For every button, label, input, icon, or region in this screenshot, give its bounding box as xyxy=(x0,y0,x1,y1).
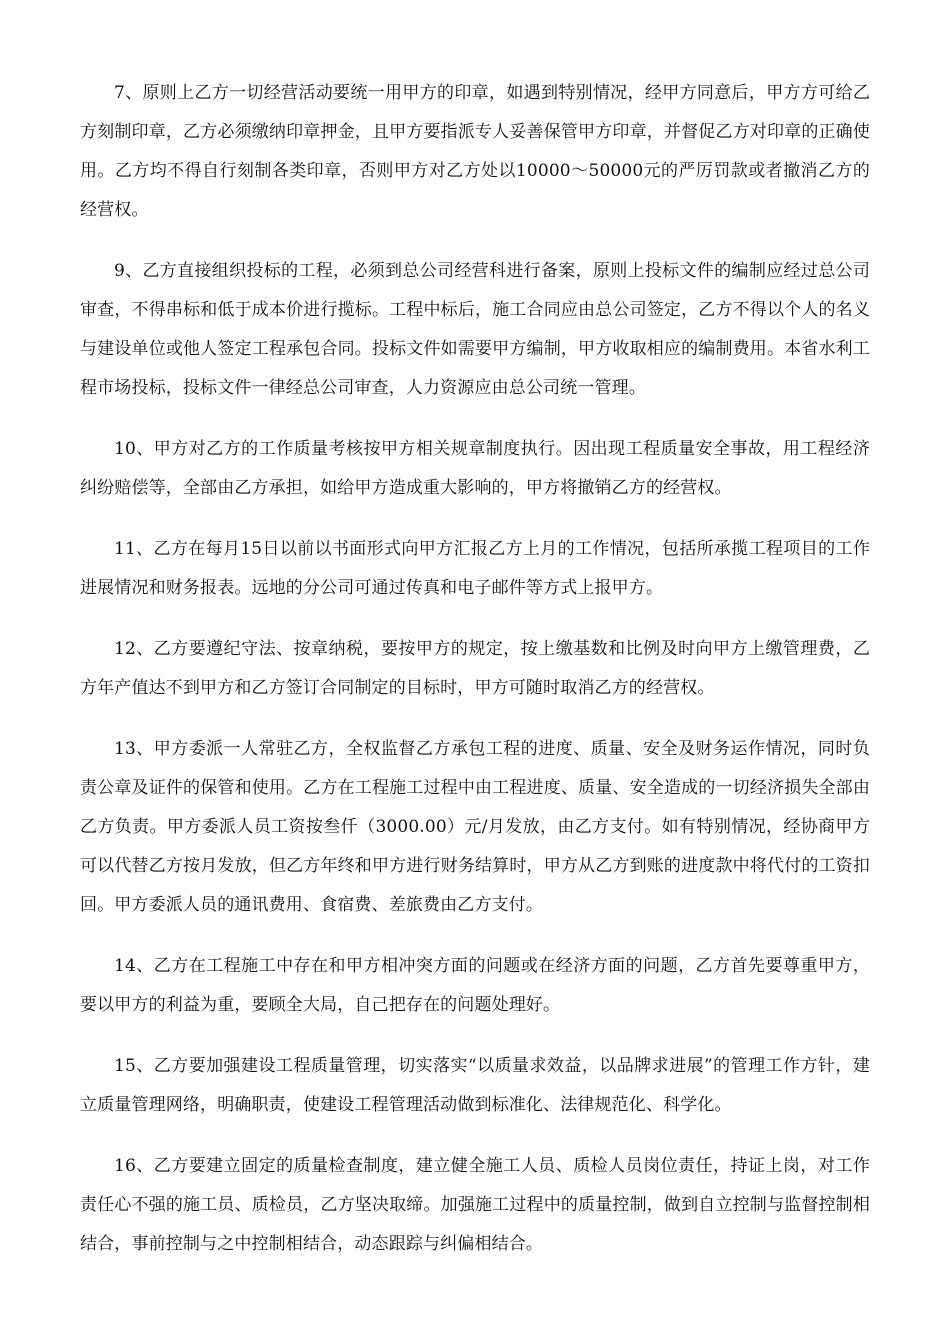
document-body xyxy=(80,74,870,1286)
clause-15-paragraph: 15、乙方要加强建设工程质量管理，切实落实“以质量求效益，以品牌求进展”的管理工作方针，建立质量管理网络，明确职责，使建设工程管理活动做到标准化、法律规范化、科学化。 xyxy=(80,1056,870,1115)
clause-14-paragraph: 14、乙方在工程施工中存在和甲方相冲突方面的问题或在经济方面的问题，乙方首先要尊重甲方，要以甲方的利益为重，要顾全大局，自己把存在的问题处理好。 xyxy=(80,956,870,1015)
clause-9-paragraph: 9、乙方直接组织投标的工程，必须到总公司经营科进行备案，原则上投标文件的编制应经过总公司审查，不得串标和低于成本价进行揽标。工程中标后，施工合同应由总公司签定，乙方不得以个人的名义与建设单位或他人签定工程承包合同。投标文件如需要甲方编制，甲方收取相应的编制费用。本省水利工程市场投标，投标文件一律经总公司审查，人力资源应由总公司统一管理。 xyxy=(80,261,870,398)
clause-16-paragraph: 16、乙方要建立固定的质量检查制度，建立健全施工人员、质检人员岗位责任，持证上岗，对工作责任心不强的施工员、质检员，乙方坚决取缔。加强施工过程中的质量控制，做到自立控制与监督控制相结合，事前控制与之中控制相结合，动态跟踪与纠偏相结合。 xyxy=(80,1156,870,1254)
clause-12-paragraph: 12、乙方要遵纪守法、按章纳税，要按甲方的规定，按上缴基数和比例及时向甲方上缴管理费，乙方年产值达不到甲方和乙方签订合同制定的目标时，甲方可随时取消乙方的经营权。 xyxy=(80,639,870,698)
clause-10-paragraph: 10、甲方对乙方的工作质量考核按甲方相关规章制度执行。因出现工程质量安全事故，用工程经济纠纷赔偿等，全部由乙方承担，如给甲方造成重大影响的，甲方将撤销乙方的经营权。 xyxy=(80,439,870,498)
clause-11-paragraph: 11、乙方在每月15日以前以书面形式向甲方汇报乙方上月的工作情况，包括所承揽工程项目的工作进展情况和财务报表。远地的分公司可通过传真和电子邮件等方式上报甲方。 xyxy=(80,539,870,598)
clause-13-paragraph: 13、甲方委派一人常驻乙方，全权监督乙方承包工程的进度、质量、安全及财务运作情况，同时负责公章及证件的保管和使用。乙方在工程施工过程中由工程进度、质量、安全造成的一切经济损失全部由乙方负责。甲方委派人员工资按叁仟（3000.00）元/月发放，由乙方支付。如有特别情况，经协商甲方可以代替乙方按月发放，但乙方年终和甲方进行财务结算时，甲方从乙方到账的进度款中将代付的工资扣回。甲方委派人员的通讯费用、食宿费、差旅费由乙方支付。 xyxy=(80,739,870,915)
clause-7-paragraph: 7、原则上乙方一切经营活动要统一用甲方的印章，如遇到特别情况，经甲方同意后，甲方方可给乙方刻制印章，乙方必须缴纳印章押金，且甲方要指派专人妥善保管甲方印章，并督促乙方对印章的正确使用。乙方均不得自行刻制各类印章，否则甲方对乙方处以10000～50000元的严厉罚款或者撤消乙方的经营权。 xyxy=(80,83,870,220)
